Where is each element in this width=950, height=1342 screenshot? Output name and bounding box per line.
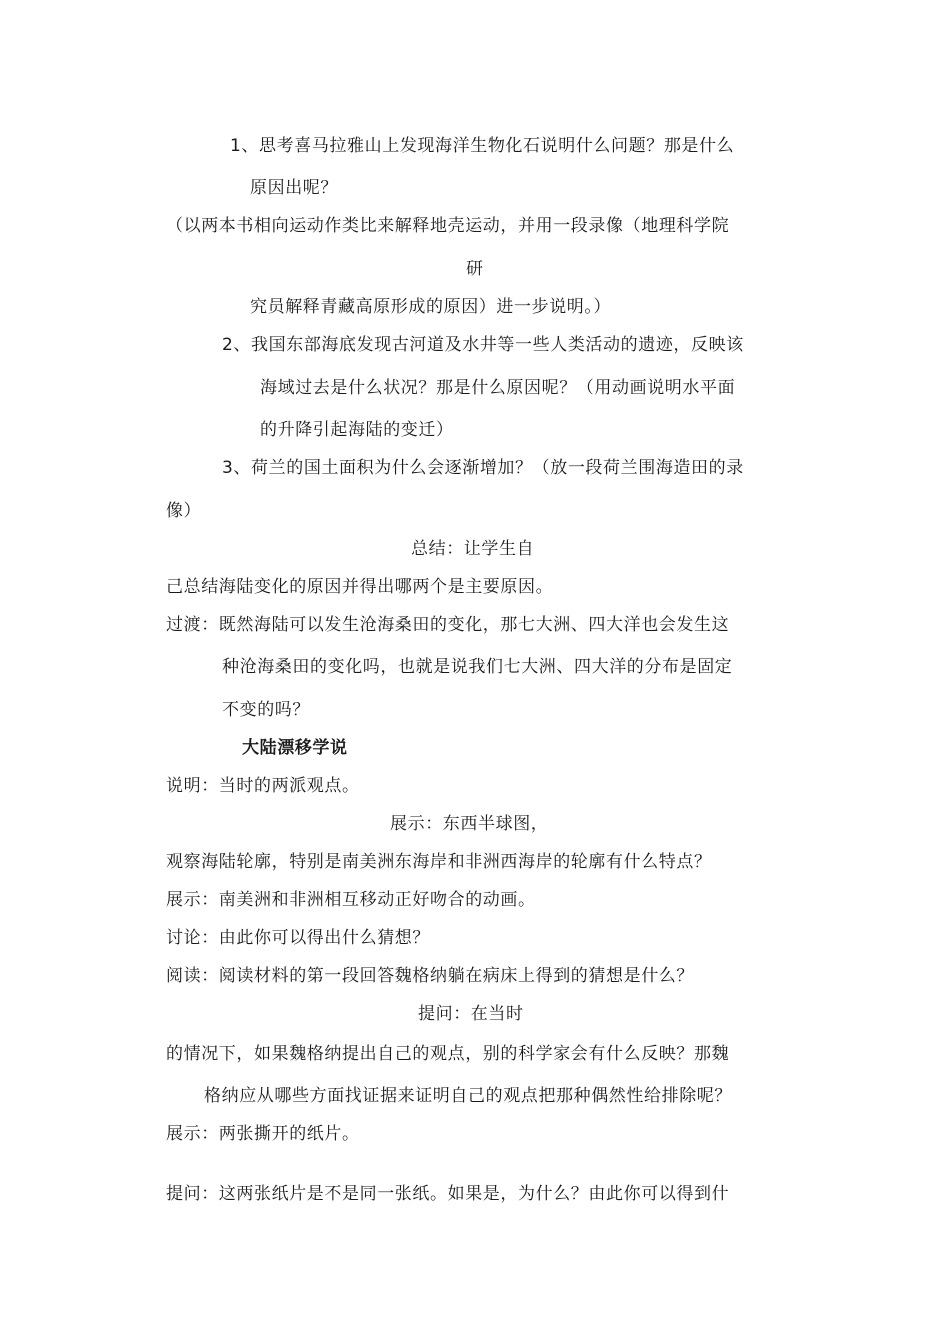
show-paper-line: 展示：两张撕开的纸片。 xyxy=(166,1124,360,1144)
question-paper-line: 提问：这两张纸片是不是同一张纸。如果是，为什么？由此你可以得到什 xyxy=(166,1184,730,1204)
show-animation-line: 展示：南美洲和非洲相互移动正好吻合的动画。 xyxy=(166,890,536,910)
question-3-line-2: 像） xyxy=(166,501,202,521)
note-line-2: 研 xyxy=(466,259,484,279)
question-line-1: 提问：在当时 xyxy=(418,1004,524,1024)
transition-line-2: 种沧海桑田的变化吗，也就是说我们七大洲、四大洋的分布是固定 xyxy=(222,657,733,677)
note-line-1: （以两本书相向运动作类比来解释地壳运动，并用一段录像（地理科学院 xyxy=(166,216,730,236)
show-map-line: 展示：东西半球图， xyxy=(390,814,549,834)
question-1-line-2: 原因出呢？ xyxy=(250,178,338,198)
question-line-2: 的情况下，如果魏格纳提出自己的观点，别的科学家会有什么反映？那魏 xyxy=(166,1044,730,1064)
observe-line: 观察海陆轮廓，特别是南美洲东海岸和非洲西海岸的轮廓有什么特点？ xyxy=(166,852,712,872)
note-line-3: 究员解释青藏高原形成的原因）进一步说明。） xyxy=(250,297,612,317)
question-1-line-1: 1、思考喜马拉雅山上发现海洋生物化石说明什么问题？那是什么 xyxy=(230,136,735,156)
question-2-line-1: 2、我国东部海底发现古河道及水井等一些人类活动的遗迹，反映该 xyxy=(222,335,744,355)
question-line-3: 格纳应从哪些方面找证据来证明自己的观点把那种偶然性给排除呢？ xyxy=(204,1086,732,1106)
explain-line: 说明：当时的两派观点。 xyxy=(166,776,360,796)
question-3-line-1: 3、荷兰的国土面积为什么会逐渐增加？（放一段荷兰围海造田的录 xyxy=(222,458,744,478)
transition-line-3: 不变的吗？ xyxy=(222,700,310,720)
read-line: 阅读：阅读材料的第一段回答魏格纳躺在病床上得到的猜想是什么？ xyxy=(166,966,694,986)
summary-line-2: 己总结海陆变化的原因并得出哪两个是主要原因。 xyxy=(166,577,554,597)
transition-line-1: 过渡：既然海陆可以发生沧海桑田的变化，那七大洲、四大洋也会发生这 xyxy=(166,615,730,635)
section-heading: 大陆漂移学说 xyxy=(242,738,348,758)
question-2-line-2: 海域过去是什么状况？那是什么原因呢？（用动画说明水平面 xyxy=(260,378,736,398)
summary-line-1: 总结：让学生自 xyxy=(411,539,535,559)
question-2-line-3: 的升降引起海陆的变迁） xyxy=(260,420,454,440)
discuss-line: 讨论：由此你可以得出什么猜想？ xyxy=(166,928,430,948)
